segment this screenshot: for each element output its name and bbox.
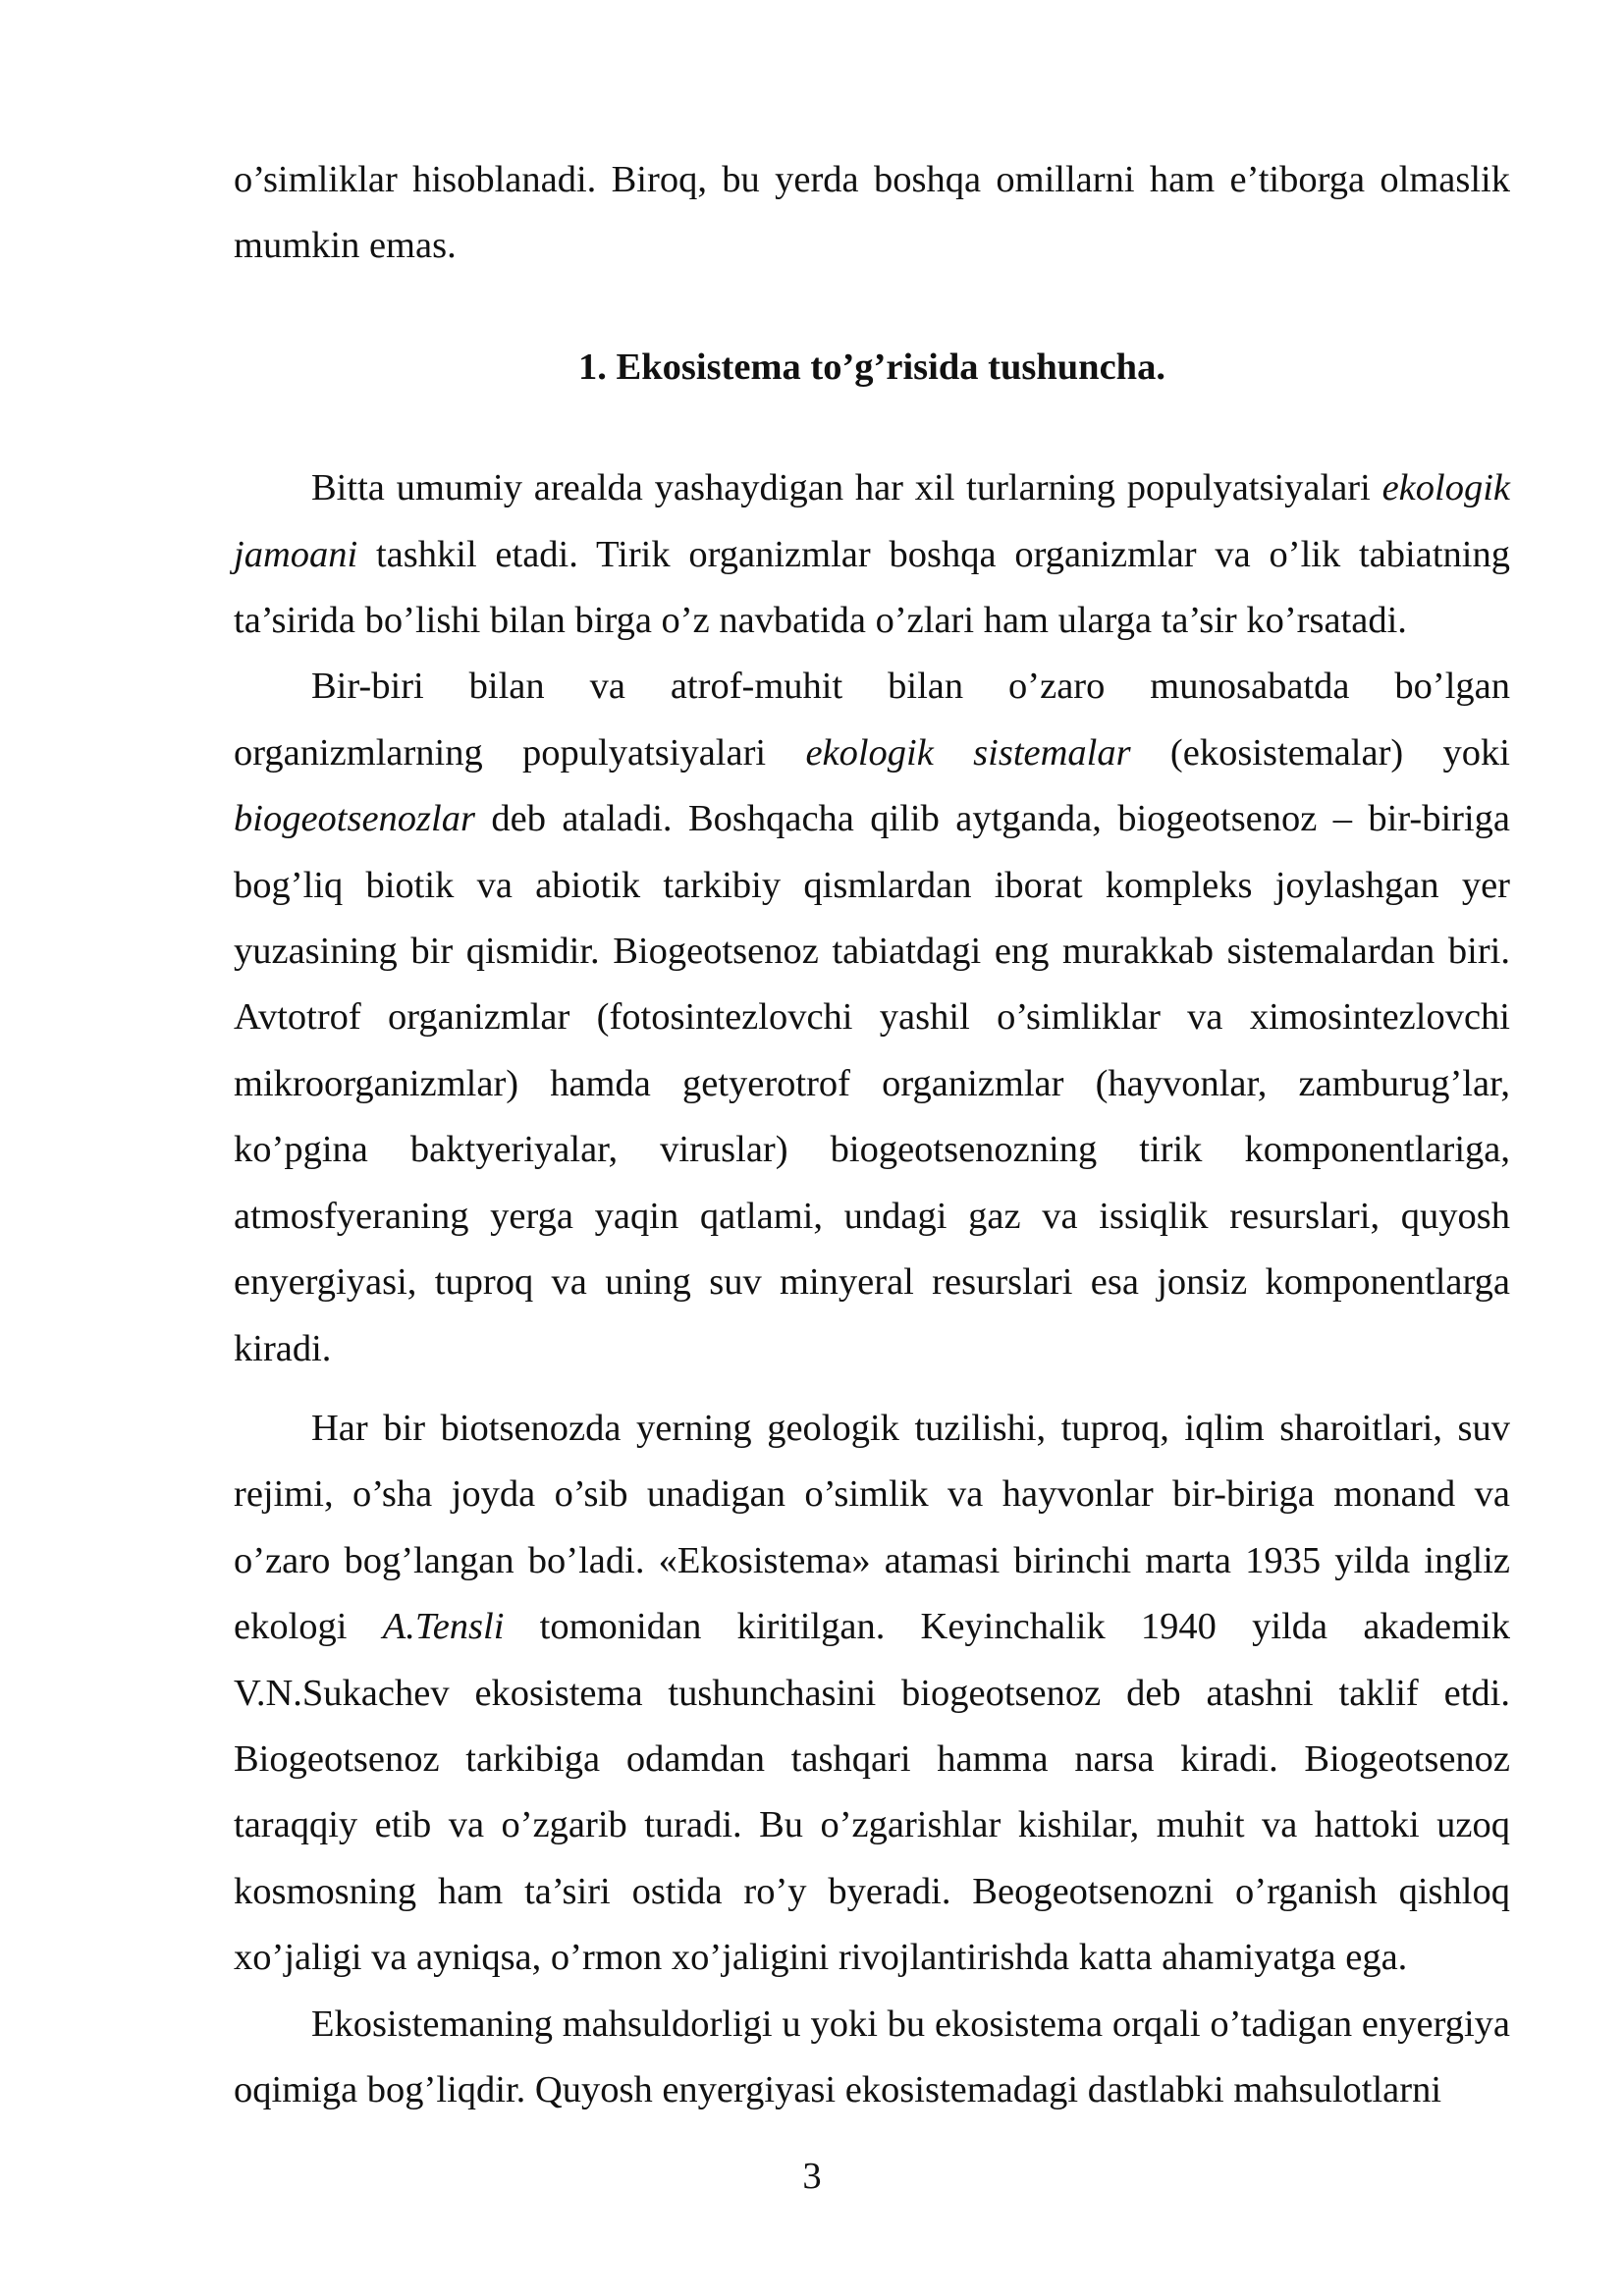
document-page xyxy=(234,147,1510,2123)
italic-term: ekologik sistemalar xyxy=(805,731,1131,774)
page-number: 3 xyxy=(802,2156,822,2197)
paragraph-ecological-community xyxy=(234,455,1510,654)
intro-text: o’simliklar hisoblanadi. Biroq, bu yerda boshqa omillarni ham e’tiborga olmaslik mumkin emas. xyxy=(234,159,1510,267)
paragraph-text: Har bir biotsenozda yerning geologik tuzilishi, tuproq, iqlim sharoitlari, suv rejimi, o’sha joyda o’sib unadigan o’simlik va hayvonlar bir-biriga monand va o’zaro bog’langan bo’ladi. «Ekosistema» atamasi birinchi marta 1935 yilda ingliz ekologi xyxy=(234,1407,1510,1648)
paragraph-productivity xyxy=(234,1992,1510,2124)
paragraph-biocenosis xyxy=(234,1396,1510,1992)
paragraph-text: tashkil etadi. Tirik organizmlar boshqa organizmlar va o’lik tabiatning ta’sirida bo’lishi bilan birga o’z navbatida o’zlari ham ularga ta’sir ko’rsatadi. xyxy=(234,533,1510,642)
paragraph-text: tomonidan kiritilgan. Keyinchalik 1940 yilda akademik V.N.Sukachev ekosistema tushunchasini biogeotsenoz deb atashni taklif etdi. Biogeotsenoz tarkibiga odamdan tashqari hamma narsa kiradi. Biogeotsenoz taraqqiy etib va o’zgarib turadi. Bu o’zgarishlar kishilar, muhit va hattoki uzoq kosmosning ham ta’siri ostida ro’y byeradi. Beogeotsenozni o’rganish qishloq xo’jaligi va ayniqsa, o’rmon xo’jaligini rivojlantirishda katta ahamiyatga ega. xyxy=(234,1606,1510,1979)
italic-term: biogeotsenozlar xyxy=(234,798,475,840)
paragraph-text: (ekosistemalar) yoki xyxy=(1130,731,1510,774)
italic-term: ekologik jamoani xyxy=(234,467,1510,575)
italic-name: A.Tensli xyxy=(382,1606,505,1648)
paragraph-text: Ekosistemaning mahsuldorligi u yoki bu ekosistema orqali o’tadigan enyergiya oqimiga bog’liqdir. Quyosh enyergiyasi ekosistemadagi dastlabki mahsulotlarni xyxy=(234,2002,1510,2110)
section-heading: 1. Ekosistema to’g’risida tushuncha. xyxy=(578,346,1165,388)
paragraph-text: Bitta umumiy arealda yashaydigan har xil turlarning populyatsiyalari xyxy=(311,467,1382,509)
paragraph-ecosystems xyxy=(234,654,1510,1381)
paragraph-text: deb ataladi. Boshqacha qilib aytganda, biogeotsenoz – bir-biriga bog’liq biotik va abiotik tarkibiy qismlardan iborat kompleks joylashgan yer yuzasining bir qismidir. Biogeotsenoz tabiatdagi eng murakkab sistemalardan biri. Avtotrof organizmlar (fotosintezlovchi yashil o’simliklar va ximosintezlovchi mikroorganizmlar) hamda getyerotrof organizmlar (hayvonlar, zamburug’lar, ko’pgina baktyeriyalar, viruslar) biogeotsenozning tirik komponentlariga, atmosfyeraning yerga yaqin qatlami, undagi gaz va issiqlik resurslari, quyosh enyergiyasi, tuproq va uning suv minyeral resurslari esa jonsiz komponentlarga kiradi. xyxy=(234,798,1510,1369)
paragraph-text: Bir-biri bilan va atrof-muhit bilan o’zaro munosabatda bo’lgan organizmlarning populyatsiyalari xyxy=(234,666,1510,774)
intro-paragraph xyxy=(234,147,1510,280)
